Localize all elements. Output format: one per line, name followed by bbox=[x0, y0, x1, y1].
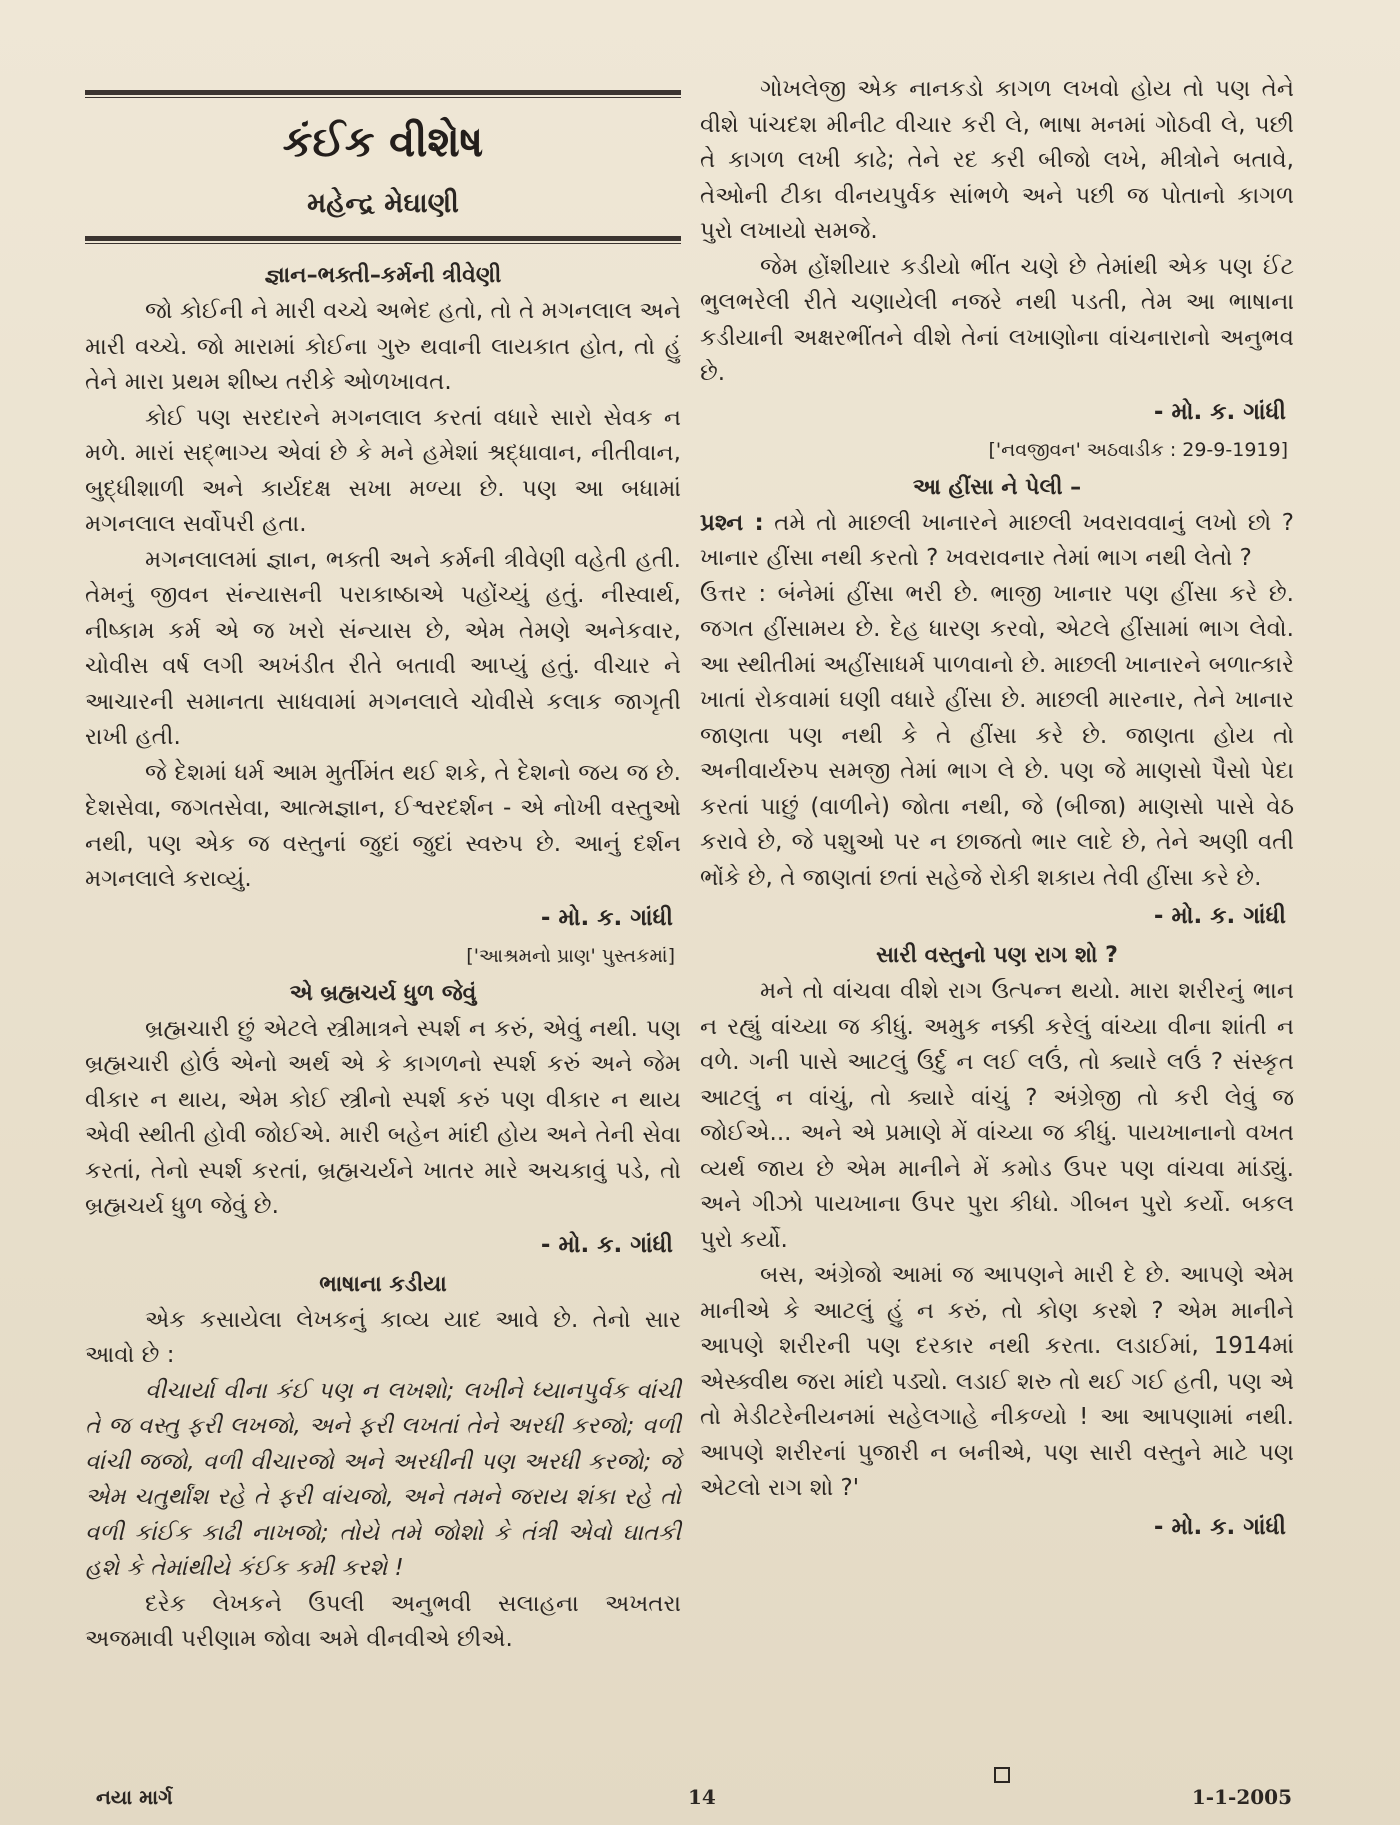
signature: - મો. ક. ગાંધી bbox=[540, 904, 673, 931]
source-citation: ['આશ્રમનો પ્રાણ' પુસ્તકમાં] bbox=[466, 944, 675, 967]
page-number: 14 bbox=[688, 1785, 716, 1809]
bottom-rule bbox=[85, 236, 681, 244]
magazine-name: નયા માર્ગ bbox=[96, 1785, 173, 1809]
paragraph: જે દેશમાં ધર્મ આમ મુર્તીમંત થઈ શકે, તે દેશનો જય જ છે. દેશસેવા, જગતસેવા, આત્મજ્ઞાન, ઈશ્વરદર્શન - એ નોખી વસ્તુઓ નથી, પણ એક જ વસ્તુનાં જુદાં જુદાં સ્વરુપ છે. આનું દર્શન મગનલાલે કરાવ્યું. bbox=[85, 759, 681, 892]
signature: - મો. ક. ગાંધી bbox=[1153, 398, 1286, 425]
paragraph: જો કોઈની ને મારી વચ્ચે અભેદ હતો, તો તે મગનલાલ અને મારી વચ્ચે. જો મારામાં કોઈના ગુરુ થવાની લાયકાત હોત, તો હું તેને મારા પ્રથમ શીષ્ય તરીકે ઓળખાવત. bbox=[85, 298, 681, 395]
section-heading-himsa: આ હીંસા ને પેલી – bbox=[912, 474, 1082, 500]
paragraph: જેમ હોંશીયાર કડીયો ભીંત ચણે છે તેમાંથી એક પણ ઈંટ ભુલભરેલી રીતે ચણાયેલી નજરે નથી પડતી, તેમ આ ભાષાના કડીયાની અક્ષરભીંતને વીશે તેનાં લખાણોના વાંચનારાનો અનુભવ છે. bbox=[700, 253, 1294, 386]
question-text: તમે તો માછલી ખાનારને માછલી ખવરાવવાનું લખો છો ? ખાનાર હીંસા નથી કરતો ? ખવરાવનાર તેમાં ભાગ નથી લેતો ? bbox=[700, 509, 1294, 571]
paragraph: મગનલાલમાં જ્ઞાન, ભક્તી અને કર્મની ત્રીવેણી વહેતી હતી. તેમનું જીવન સંન્યાસની પરાકાષ્ઠાએ પહોંચ્યું હતું. નીસ્વાર્થ, નીષ્કામ કર્મ એ જ ખરો સંન્યાસ છે, એમ તેમણે અનેકવાર, ચોવીસ વર્ષ લગી અખંડીત રીતે બતાવી આપ્યું હતું. વીચાર ને આચારની સમાનતા સાધવામાં મગનલાલે ચોવીસે કલાક જાગૃતી રાખી હતી. bbox=[85, 546, 681, 750]
quoted-poem: વીચાર્યા વીના કંઈ પણ ન લખશો; લખીને ધ્યાનપુર્વક વાંચી તે જ વસ્તુ ફરી લખજો, અને ફરી લખતાં તેને અરધી કરજો; વળી વાંચી જજો, વળી વીચારજો અને અરધીની પણ અરધી કરજો; જે એમ ચતુર્થાંશ રહે તે ફરી વાંચજો, અને તમને જરાય શંકા રહે તો વળી કાંઈક કાઢી નાખજો; તોયે તમે જોશો કે તંત્રી એવો ઘાતકી હશે કે તેમાંથીયે કંઈક કમી કરશે ! bbox=[85, 1377, 681, 1581]
paragraph: મને તો વાંચવા વીશે રાગ ઉત્પન્ન થયો. મારા શરીરનું ભાન ન રહ્યું વાંચ્યા જ કીધું. અમુક નક્કી કરેલું વાંચ્યા વીના શાંતી ન વળે. ગની પાસે આટલું ઉર્દુ ન લઈ લઉં, તો ક્યારે લઉં ? સંસ્કૃત આટલું ન વાંચું, તો ક્યારે વાંચું ? અંગ્રેજી તો કરી લેવું જ જોઈએ... અને એ પ્રમાણે મેં વાંચ્યા જ કીધું. પાયખાનાનો વખત વ્યર્થ જાય છે એમ માનીને મેં કમોડ ઉપર પણ વાંચવા માંડ્યું. અને ગીઝો પાયખાના ઉપર પુરા કીધો. ગીબન પુરો કર્યો. બકલ પુરો કર્યો. bbox=[700, 978, 1294, 1253]
right-column bbox=[700, 72, 1294, 1547]
paragraph: ગોખલેજી એક નાનકડો કાગળ લખવો હોય તો પણ તેને વીશે પાંચદશ મીનીટ વીચાર કરી લે, ભાષા મનમાં ગોઠવી લે, પછી તે કાગળ લખી કાઢે; તેને રદ કરી બીજો લખે, મીત્રોને બતાવે, તેઓની ટીકા વીનયપુર્વક સાંભળે અને પછી જ પોતાનો કાગળ પુરો લખાયો સમજે. bbox=[700, 76, 1294, 244]
page-title: કંઈક વીશેષ bbox=[282, 117, 484, 166]
section-heading-brahmacharya: એ બ્રહ્મચર્ય ધુળ જેવું bbox=[289, 980, 477, 1006]
paragraph: બસ, અંગ્રેજો આમાં જ આપણને મારી દે છે. આપણે એમ માનીએ કે આટલું હું ન કરું, તો કોણ કરશે ? એમ માનીને આપણે શરીરની પણ દરકાર નથી કરતા. લડાઈમાં, 1914માં એસ્ક્વીથ જરા માંદો પડ્યો. લડાઈ શરુ તો થઈ ગઈ હતી, પણ એ તો મેડીટરેનીયનમાં સહેલગાહે નીકળ્યો ! આ આપણામાં નથી. આપણે શરીરનાં પુજારી ન બનીએ, પણ સારી વસ્તુને માટે પણ એટલો રાગ શો ?' bbox=[700, 1262, 1294, 1501]
answer-paragraph: ઉત્તર : બંનેમાં હીંસા ભરી છે. ભાજી ખાનાર પણ હીંસા કરે છે. જગત હીંસામય છે. દેહ ધારણ કરવો, એટલે હીંસામાં ભાગ લેવો. આ સ્થીતીમાં અહીંસાધર્મ પાળવાનો છે. માછલી ખાનારને બળાત્કારે ખાતાં રોકવામાં ઘણી વધારે હીંસા છે. માછલી મારનાર, તેને ખાનાર જાણતા પણ નથી કે તે હીંસા કરે છે. જાણતા હોય તો અનીવાર્યરુપ સમજી તેમાં ભાગ લે છે. પણ જે માણસો પૈસો પેદા કરતાં પાછું (વાળીને) જોતા નથી, જે (બીજા) માણસો પાસે વેઠ કરાવે છે, જે પશુઓ પર ન છાજતો ભાર લાદે છે, તેને અણી વતી ભોંકે છે, તે જાણતાં છતાં સહેજે રોકી શકાય તેવી હીંસા કરે છે. bbox=[700, 580, 1294, 891]
section-heading-kadiya: ભાષાના કડીયા bbox=[319, 1271, 447, 1297]
signature: - મો. ક. ગાંધી bbox=[540, 1231, 673, 1258]
paragraph: બ્રહ્મચારી છું એટલે સ્ત્રીમાત્રને સ્પર્શ ન કરું, એવું નથી. પણ બ્રહ્મચારી હોઉં એનો અર્થ એ કે કાગળનો સ્પર્શ કરું અને જેમ વીકાર ન થાય, એમ કોઈ સ્ત્રીનો સ્પર્શ કરું પણ વીકાર ન થાય એવી સ્થીતી હોવી જોઈએ. મારી બહેન માંદી હોય અને તેની સેવા કરતાં, તેનો સ્પર્શ કરતાં, બ્રહ્મચર્યને ખાતર મારે અચકાવું પડે, તો બ્રહ્મચર્ય ધુળ જેવું છે. bbox=[85, 1015, 681, 1219]
section-heading-raag: સારી વસ્તુનો પણ રાગ શો ? bbox=[876, 943, 1118, 968]
source-citation: ['નવજીવન' અઠવાડીક : 29-9-1919] bbox=[988, 438, 1288, 461]
issue-date: 1-1-2005 bbox=[1191, 1785, 1292, 1809]
top-rule bbox=[85, 90, 681, 98]
question-paragraph bbox=[700, 506, 1294, 577]
author-name: મહેન્દ્ર મેઘાણી bbox=[307, 188, 459, 219]
signature: - મો. ક. ગાંધી bbox=[1153, 1513, 1286, 1540]
paragraph: કોઈ પણ સરદારને મગનલાલ કરતાં વધારે સારો સેવક ન મળે. મારાં સદ્ભાગ્ય એવાં છે કે મને હમેશાં શ્રદ્ધાવાન, નીતીવાન, બુદ્ધીશાળી અને કાર્યદક્ષ સખા મળ્યા છે. પણ આ બધામાં મગનલાલ સર્વોપરી હતા. bbox=[85, 404, 681, 537]
paragraph: એક કસાયેલા લેખકનું કાવ્ય યાદ આવે છે. તેનો સાર આવો છે : bbox=[85, 1306, 681, 1368]
page-footer bbox=[0, 1785, 1400, 1815]
left-column bbox=[85, 72, 681, 1658]
end-mark-icon bbox=[994, 1767, 1010, 1783]
signature: - મો. ક. ગાંધી bbox=[1153, 903, 1286, 929]
question-label: પ્રશ્ન : bbox=[700, 509, 764, 536]
section-heading-triveni: જ્ઞાન–ભક્તી–કર્મની ત્રીવેણી bbox=[264, 263, 502, 288]
paragraph: દરેક લેખકને ઉપલી અનુભવી સલાહના અખતરા અજમાવી પરીણામ જોવા અમે વીનવીએ છીએ. bbox=[85, 1590, 681, 1652]
